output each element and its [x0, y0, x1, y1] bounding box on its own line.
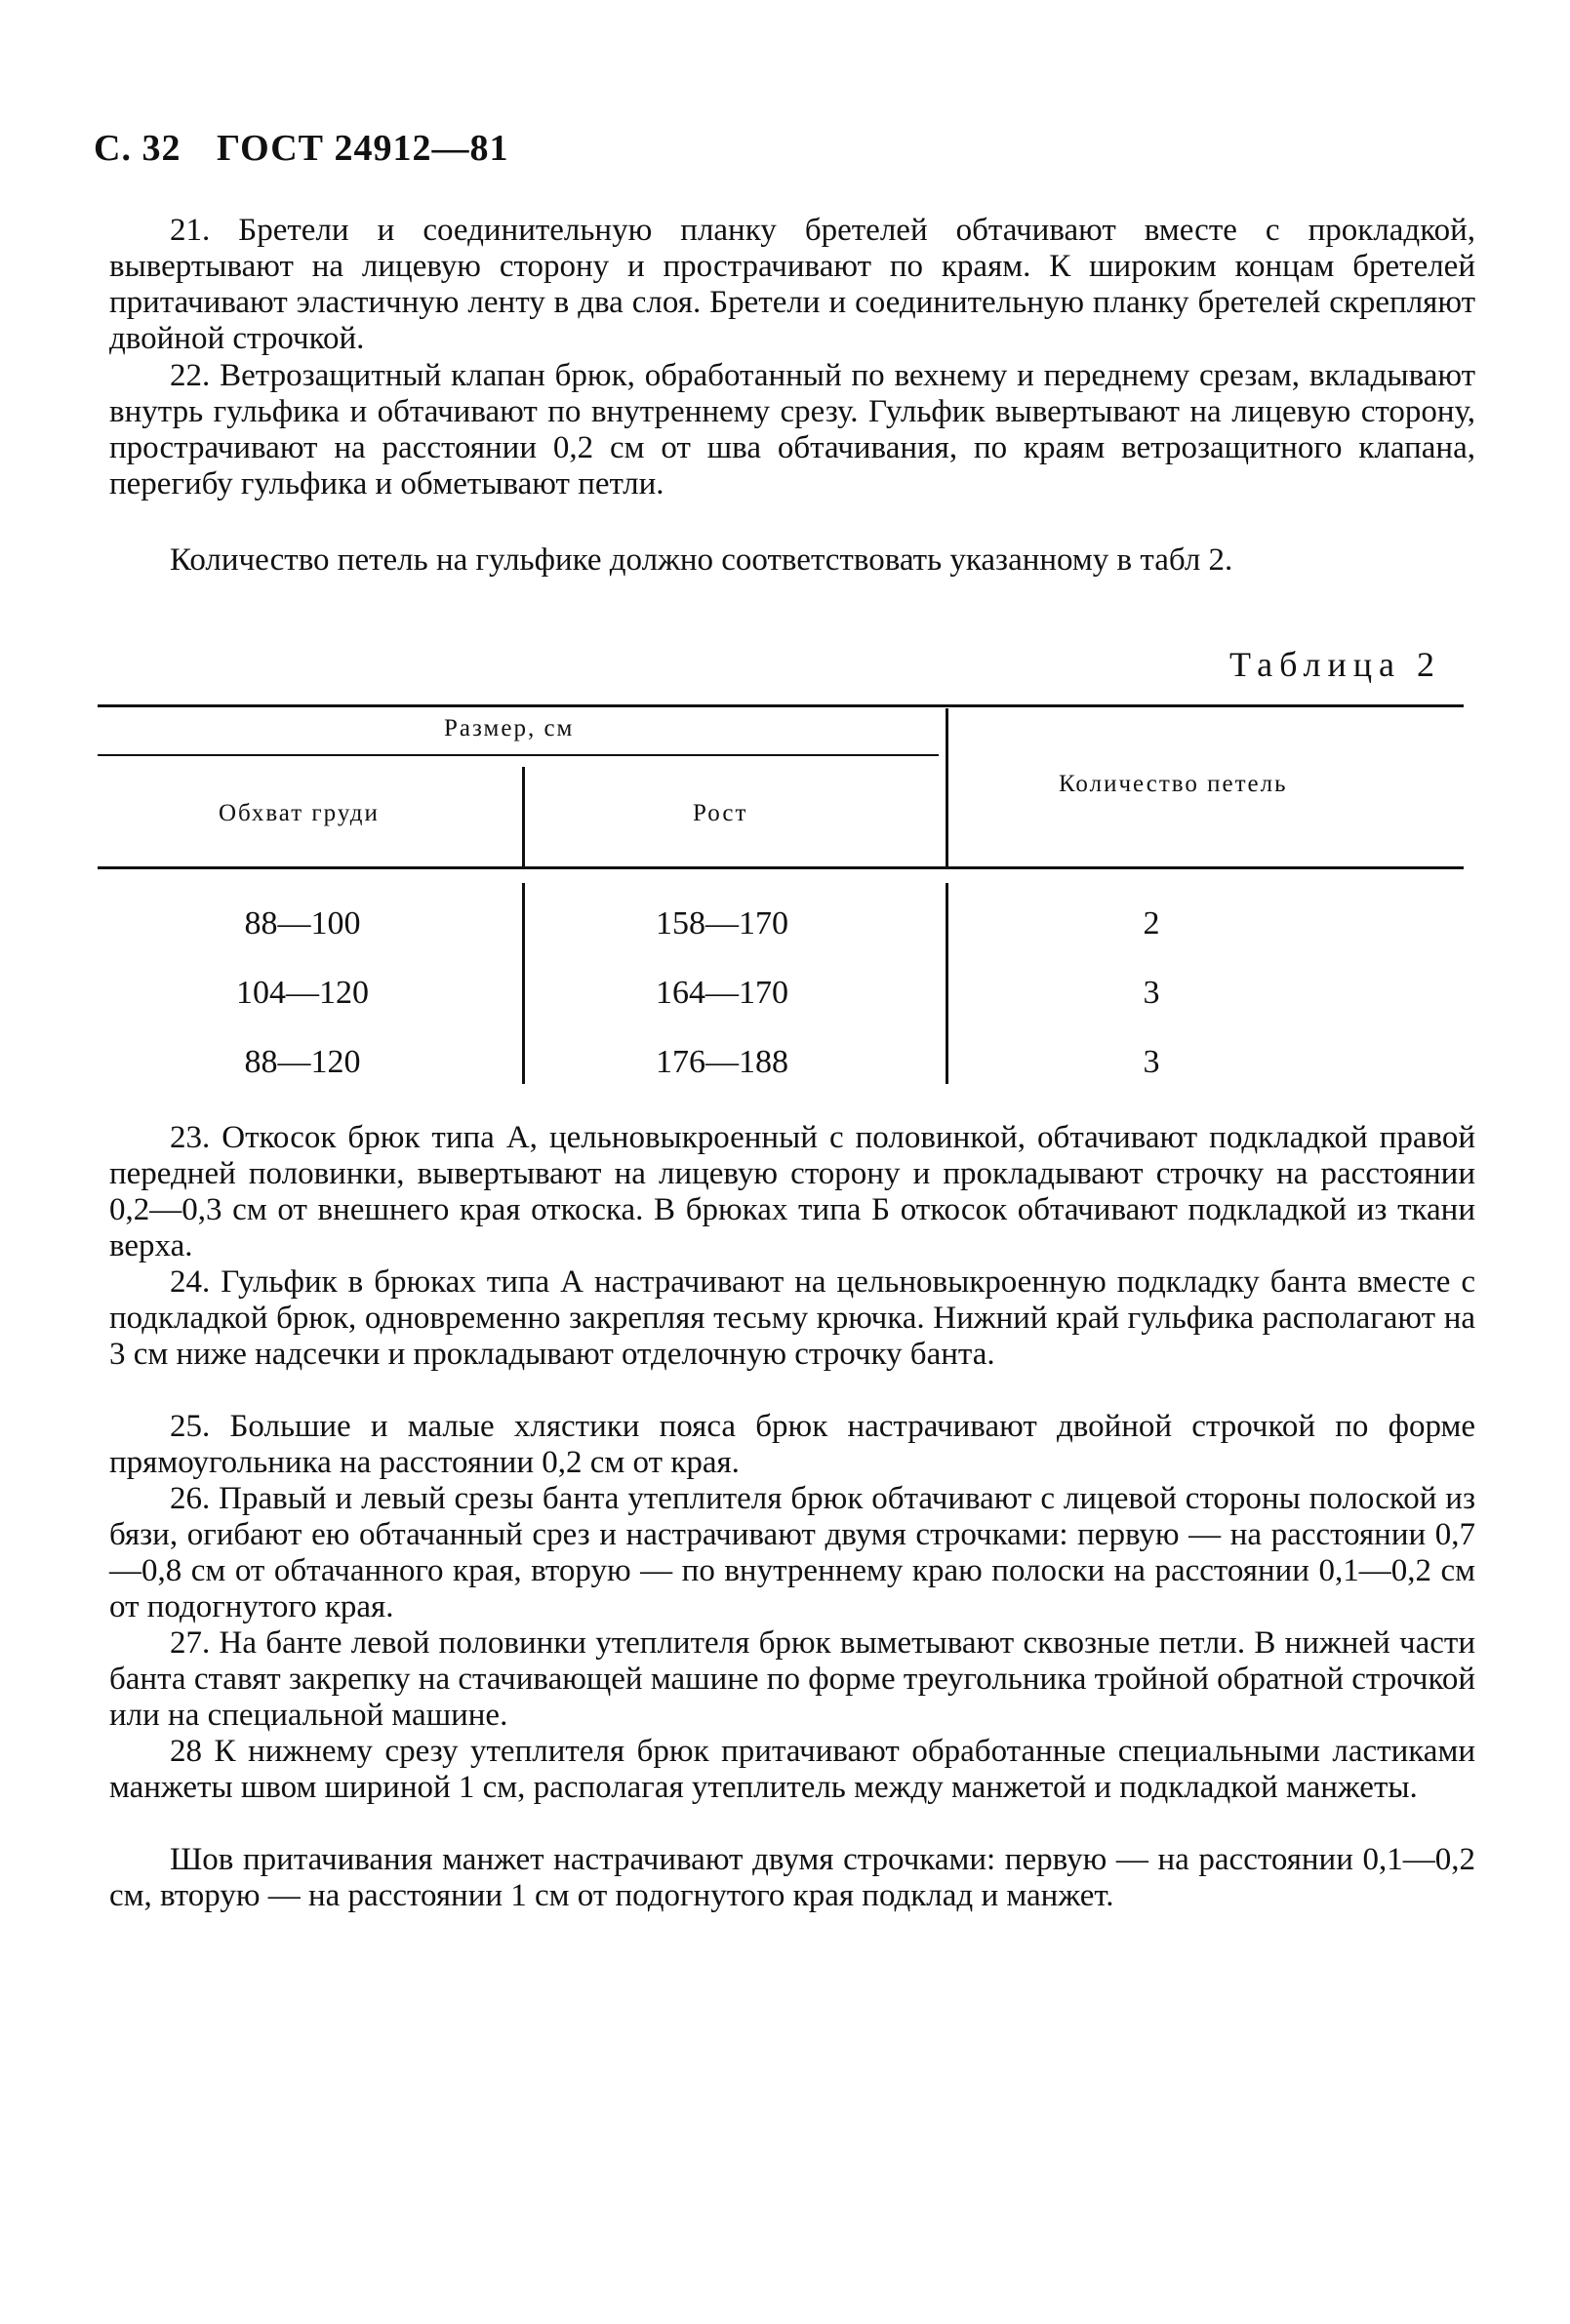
cell-loops: 2 — [1143, 905, 1160, 942]
page-header — [94, 127, 509, 170]
paragraph-27: 27. На банте левой половинки утеплителя брюк выметывают сквозные петли. В нижней части банта ставят закрепку на стачивающей машине по форме треугольника тройной обратной строчкой или на специальной машине. — [109, 1625, 1475, 1733]
cell-height: 176—188 — [656, 1044, 788, 1080]
cell-loops: 3 — [1143, 975, 1160, 1011]
cell-chest: 88—100 — [244, 905, 361, 942]
table-divider-body-1 — [522, 883, 525, 1084]
paragraph-23: 23. Откосок брюк типа А, цельновыкроенный с половинкой, обтачивают подкладкой правой передней половинки, вывертывают на лицевую сторону и прокладывают строчку на расстоянии 0,2—0,3 см от внешнего края откоска. В брюках типа Б откосок обтачивают подкладкой из ткани верха. — [109, 1120, 1475, 1263]
paragraph-21: 21. Бретели и соединительную планку бретелей обтачивают вместе с прокладкой, вывертывают на лицевую сторону и прострачивают по краям. К широким концам бретелей притачивают эластичную ленту в два слоя. Бретели и соединительную планку бретелей скрепляют двойной строчкой. — [109, 213, 1475, 356]
cell-chest: 104—120 — [236, 975, 369, 1011]
paragraph-22: 22. Ветрозащитный клапан брюк, обработанный по вехнему и переднему срезам, вкладывают внутрь гульфика и обтачивают по внутреннему срезу. Гульфик вывертывают на лицевую сторону, прострачивают на расстоянии 0,2 см от шва обтачивания, по краям ветрозащитного клапана, перегибу гульфика и обметывают петли. — [109, 358, 1475, 501]
table-divider-body-2 — [946, 883, 948, 1084]
table-caption: Таблица 2 — [1229, 645, 1441, 684]
table-top-rule — [98, 704, 1464, 707]
paragraph-26: 26. Правый и левый срезы банта утеплителя брюк обтачивают с лицевой стороны полоской из бязи, огибают ею обтачанный срез и настрачивают двумя строчками: первую — на расстоянии 0,7—0,8 см от обтачанного края, вторую — по внутреннему краю полоски на расстоянии 0,1—0,2 см от подогнутого края. — [109, 1481, 1475, 1624]
table-header-chest: Обхват груди — [219, 800, 380, 826]
table-group-rule — [98, 754, 939, 756]
table-divider-header-2 — [946, 708, 948, 866]
table-header-size: Размер, см — [444, 715, 575, 741]
standard-number: ГОСТ 24912—81 — [216, 128, 509, 169]
table-header-loops: Количество петель — [1059, 771, 1288, 797]
paragraph-seam: Шов притачивания манжет настрачивают двумя строчками: первую — на расстоянии 0,1—0,2 см, вторую — на расстоянии 1 см от подогнутого края подклад и манжет. — [109, 1842, 1475, 1913]
table-header-height: Рост — [693, 800, 748, 826]
table-divider-header-1 — [522, 767, 525, 867]
page-number: С. 32 — [94, 128, 181, 169]
cell-chest: 88—120 — [244, 1044, 361, 1080]
paragraph-25: 25. Большие и малые хлястики пояса брюк настрачивают двойной строчкой по форме прямоугольника на расстоянии 0,2 см от края. — [109, 1409, 1475, 1480]
paragraph-loops-reference: Количество петель на гульфике должно соответствовать указанному в табл 2. — [170, 542, 1233, 578]
cell-loops: 3 — [1143, 1044, 1160, 1080]
paragraph-28: 28 К нижнему срезу утеплителя брюк притачивают обработанные специальными ластиками манжеты швом шириной 1 см, располагая утеплитель между манжетой и подкладкой манжеты. — [109, 1734, 1475, 1805]
paragraph-24: 24. Гульфик в брюках типа А настрачивают на цельновыкроенную подкладку банта вместе с подкладкой брюк, одновременно закрепляя тесьму крючка. Нижний край гульфика располагают на 3 см ниже надсечки и прокладывают отделочную строчку банта. — [109, 1264, 1475, 1372]
cell-height: 164—170 — [656, 975, 788, 1011]
cell-height: 158—170 — [656, 905, 788, 942]
table-header-rule — [98, 866, 1464, 869]
